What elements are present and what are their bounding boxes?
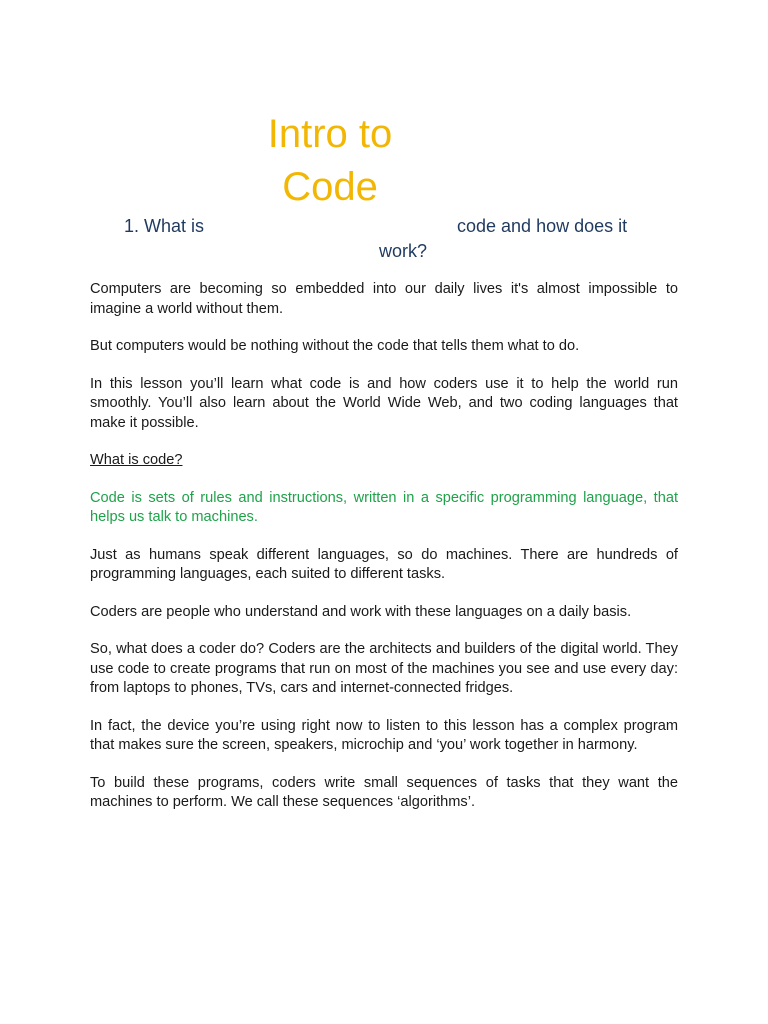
title-line-1: Intro to bbox=[267, 112, 393, 156]
body-paragraph-2: Coders are people who understand and work with these languages on a daily basis. bbox=[90, 603, 632, 620]
title-line-2: Code bbox=[282, 165, 378, 209]
definition-paragraph: Code is sets of rules and instructions, written in a specific programming language, that helps us talk to machines. bbox=[90, 489, 678, 525]
body-paragraph-4: In fact, the device you’re using right now to listen to this lesson has a complex program that makes sure the screen, speakers, microchip and ‘you’ work together in harmony. bbox=[90, 717, 678, 753]
body-paragraph-1: Just as humans speak different languages, so do machines. There are hundreds of programming languages, each suited to different tasks. bbox=[90, 546, 678, 582]
section-heading-part-1: 1. What is bbox=[124, 216, 205, 236]
document-body bbox=[90, 280, 678, 831]
section-heading-part-2: code and how does it bbox=[457, 216, 628, 236]
intro-paragraph-2: But computers would be nothing without the code that tells them what to do. bbox=[90, 338, 580, 354]
body-paragraph-5: To build these programs, coders write small sequences of tasks that they want the machines to perform. We call these sequences ‘algorithms’. bbox=[90, 774, 678, 810]
intro-paragraph-1: Computers are becoming so embedded into our daily lives it's almost impossible to imagine a world without them. bbox=[90, 281, 678, 317]
intro-paragraph-3: In this lesson you’ll learn what code is and how coders use it to help the world run smoothly. You’ll also learn about the World Wide Web, and two coding languages that make it possible. bbox=[90, 375, 678, 431]
body-paragraph-3: So, what does a coder do? Coders are the architects and builders of the digital world. They use code to create programs that run on most of the machines you see and use every day: from laptops to phones, TVs, cars and internet-connected fridges. bbox=[90, 641, 678, 696]
section-heading-part-3: work? bbox=[379, 241, 428, 261]
subheading-what-is-code: What is code? bbox=[90, 452, 183, 468]
